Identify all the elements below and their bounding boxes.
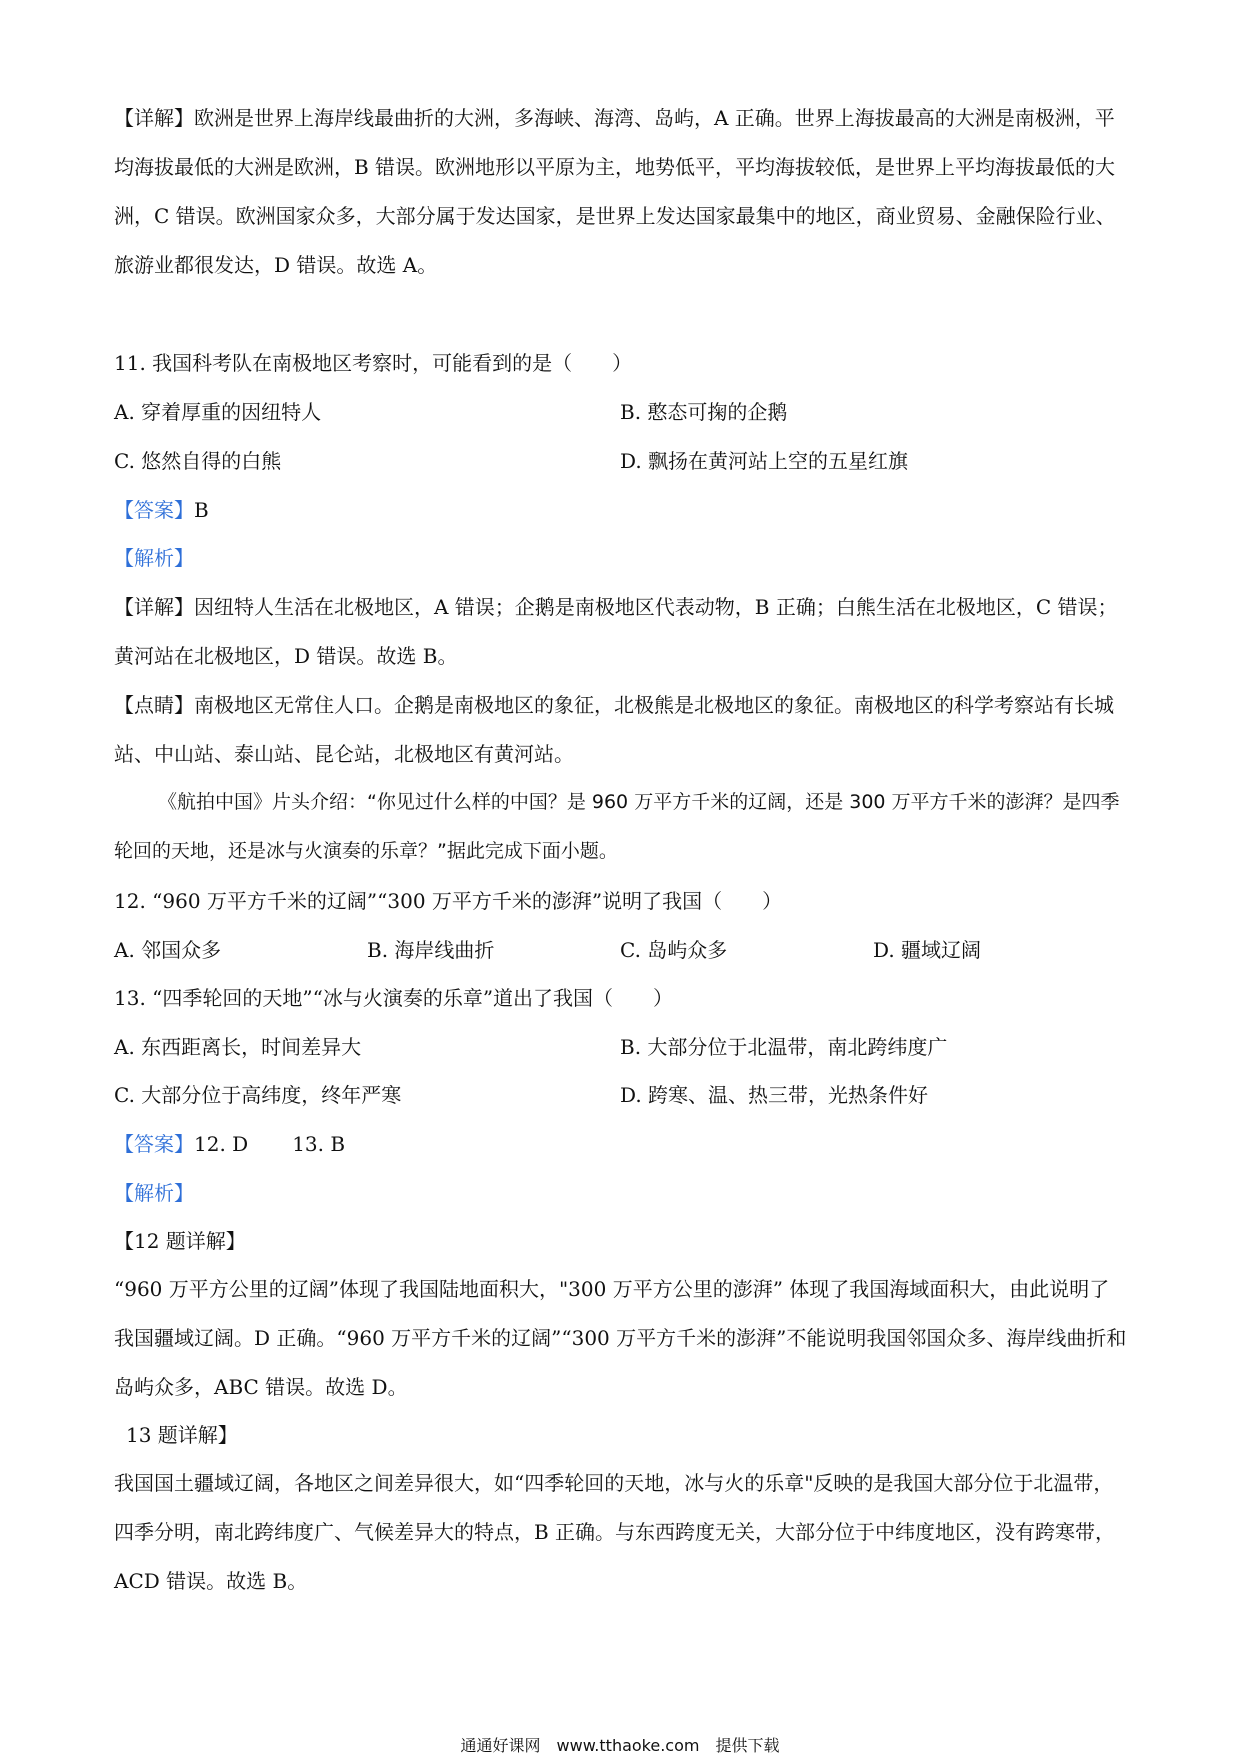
q13-option-d: D. 跨寒、温、热三带，光热条件好 — [620, 1083, 929, 1107]
q13-option-a: A. 东西距离长，时间差异大 — [114, 1035, 362, 1059]
q11-analysis-label: 【解析】 — [114, 546, 194, 570]
q11-note: 【点睛】南极地区无常住人口。企鹅是南极地区的象征，北极熊是北极地区的象征。南极地区的科学考察站有长城站、中山站、泰山站、昆仑站，北极地区有黄河站。 — [114, 693, 1114, 766]
q11-stem: 11. 我国科考队在南极地区考察时，可能看到的是（ ） — [114, 351, 633, 375]
q11-option-b: B. 憨态可掬的企鹅 — [620, 400, 788, 424]
answer-value: B — [194, 498, 209, 522]
q12-detail-text: “960 万平方公里的辽阔”体现了我国陆地面积大，"300 万平方公里的澎湃” 体现了我国海域面积大，由此说明了我国疆域辽阔。D 正确。“960 万平方千米的辽阔”“300 万平方千米的澎湃”不能说明我国邻国众多、海岸线曲折和岛屿众多，ABC 错误。故选 D。 — [114, 1277, 1127, 1399]
q13-detail-title: 13 题详解】 — [126, 1423, 238, 1447]
q11-option-a: A. 穿着厚重的因纽特人 — [114, 400, 322, 424]
q12-option-c: C. 岛屿众多 — [620, 938, 728, 962]
q12-option-b: B. 海岸线曲折 — [367, 938, 495, 962]
q10-detail: 【详解】欧洲是世界上海岸线最曲折的大洲，多海峡、海湾、岛屿，A 正确。世界上海拔最高的大洲是南极洲，平均海拔最低的大洲是欧洲，B 错误。欧洲地形以平原为主，地势低平，平均海拔较低，是世界上平均海拔最低的大洲，C 错误。欧洲国家众多，大部分属于发达国家，是世界上发达国家最集中的地区，商业贸易、金融保险行业、旅游业都很发达，D 错误。故选 A。 — [114, 106, 1116, 277]
q11-answer — [114, 497, 209, 523]
q12-option-a: A. 邻国众多 — [114, 938, 222, 962]
q12-stem: 12. “960 万平方千米的辽阔”“300 万平方千米的澎湃”说明了我国（ ） — [114, 889, 783, 913]
q11-option-d: D. 飘扬在黄河站上空的五星红旗 — [620, 449, 909, 473]
answer-label: 【答案】 — [114, 1132, 194, 1156]
q12-13-answer — [114, 1131, 345, 1157]
answer-13: 13. B — [292, 1132, 346, 1156]
q13-option-b: B. 大部分位于北温带，南北跨纬度广 — [620, 1035, 948, 1059]
q12-detail-title: 【12 题详解】 — [114, 1229, 246, 1253]
answer-label: 【答案】 — [114, 498, 194, 522]
page-footer: 通通好课网 www.tthaoke.com 提供下载 — [460, 1736, 780, 1755]
q11-detail: 【详解】因纽特人生活在北极地区，A 错误；企鹅是南极地区代表动物，B 正确；白熊生活在北极地区，C 错误；黄河站在北极地区，D 错误。故选 B。 — [114, 595, 1118, 668]
q13-option-c: C. 大部分位于高纬度，终年严寒 — [114, 1083, 402, 1107]
q13-detail-text: 我国国土疆域辽阔，各地区之间差异很大，如“四季轮回的天地，冰与火的乐章"反映的是我国大部分位于北温带，四季分明，南北跨纬度广、气候差异大的特点，B 正确。与东西跨度无关，大部分位于中纬度地区，没有跨寒带，ACD 错误。故选 B。 — [114, 1471, 1116, 1593]
q13-stem: 13. “四季轮回的天地”“冰与火演奏的乐章”道出了我国（ ） — [114, 986, 674, 1010]
reading-passage: 《航拍中国》片头介绍：“你见过什么样的中国？是 960 万平方千米的辽阔，还是 300 万平方千米的澎湃？是四季轮回的天地，还是冰与火演奏的乐章？”据此完成下面小题。 — [114, 791, 1120, 862]
q11-option-c: C. 悠然自得的白熊 — [114, 449, 282, 473]
q12-option-d: D. 疆域辽阔 — [873, 938, 982, 962]
answer-12: 12. D — [194, 1132, 249, 1156]
q12-13-analysis-label: 【解析】 — [114, 1181, 194, 1205]
